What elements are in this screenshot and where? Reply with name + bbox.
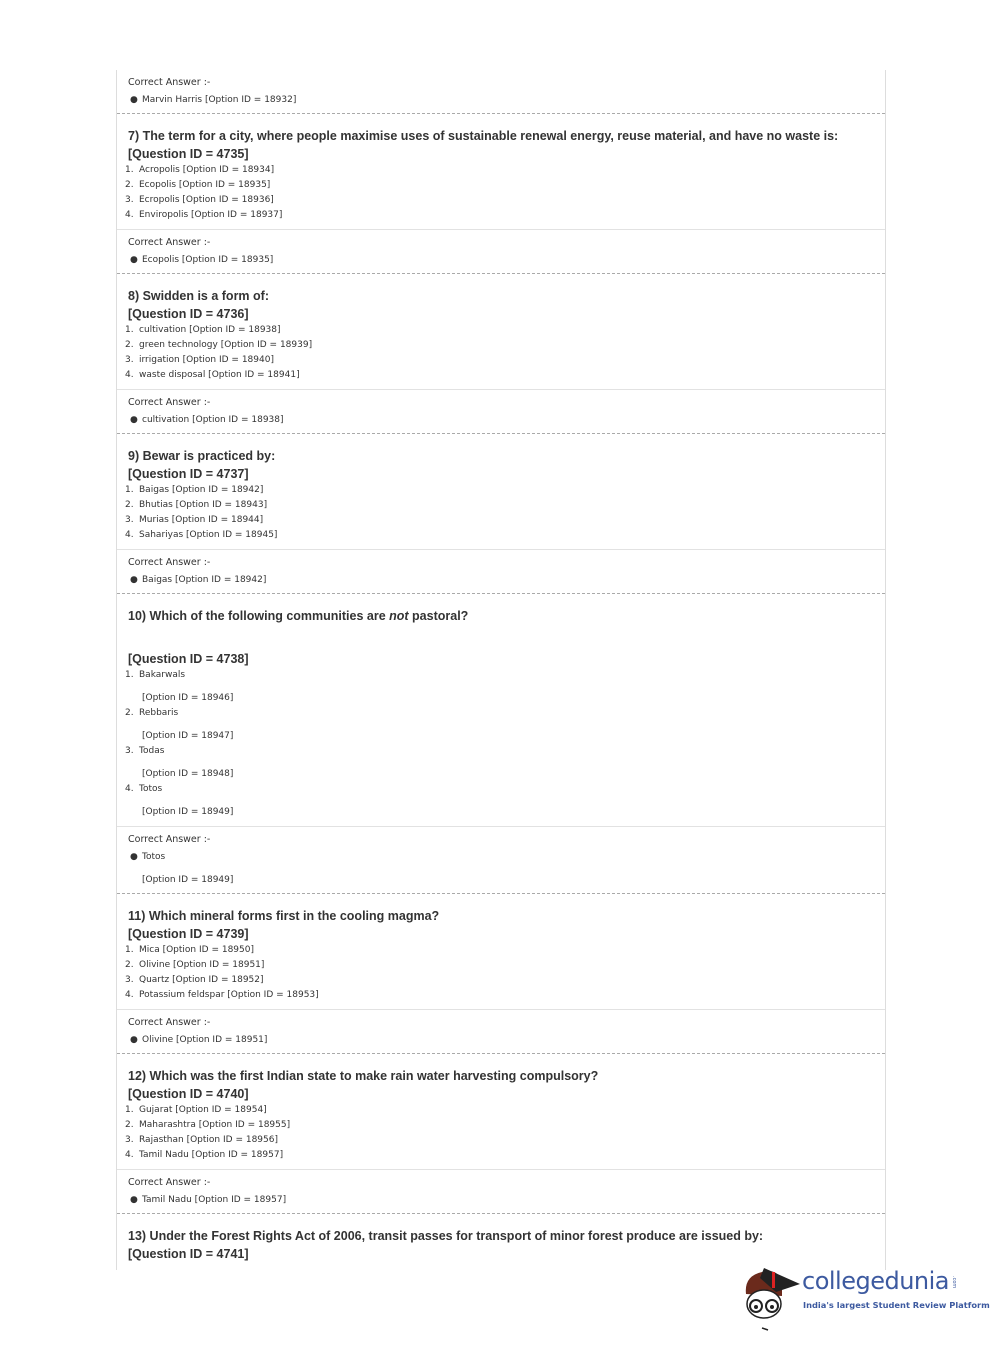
question	[117, 894, 885, 1009]
option-item	[125, 706, 879, 721]
answer-label: Correct Answer :-	[128, 237, 211, 248]
question-id: [Question ID = 4738]	[128, 652, 249, 666]
option-text: Murias [Option ID = 18944]	[139, 515, 264, 525]
option-number: 2.	[125, 960, 134, 970]
option-text: irrigation [Option ID = 18940]	[139, 355, 274, 365]
option-item	[125, 368, 879, 383]
option-text: Ecopolis [Option ID = 18935]	[139, 180, 271, 190]
answer-text: Ecopolis [Option ID = 18935]	[142, 255, 274, 265]
option-number: 1.	[125, 945, 134, 955]
question-id: [Question ID = 4735]	[128, 147, 249, 161]
answer-item	[128, 93, 885, 108]
answer-item	[128, 1033, 885, 1048]
question-13	[117, 1214, 885, 1269]
answer-text: Marvin Harris [Option ID = 18932]	[142, 95, 297, 105]
option-item	[125, 193, 879, 208]
answer-item	[128, 253, 885, 268]
answer-option-id: [Option ID = 18949]	[142, 875, 234, 885]
option-text: Sahariyas [Option ID = 18945]	[139, 530, 278, 540]
answer-text: cultivation [Option ID = 18938]	[142, 415, 284, 425]
answer-block	[117, 550, 885, 593]
bullet-icon: ●	[130, 1195, 138, 1205]
option-number: 4.	[125, 1150, 134, 1160]
question-10	[117, 594, 885, 826]
title-emphasis: not	[389, 609, 409, 623]
option-item	[125, 208, 879, 223]
answer-text: Baigas [Option ID = 18942]	[142, 575, 267, 585]
option-item	[125, 1133, 879, 1148]
option-id: [Option ID = 18948]	[142, 769, 234, 779]
answer-label: Correct Answer :-	[128, 834, 211, 845]
option-text: Maharashtra [Option ID = 18955]	[139, 1120, 291, 1130]
answer-text: Olivine [Option ID = 18951]	[142, 1035, 268, 1045]
bullet-icon: ●	[130, 575, 138, 585]
option-number: 1.	[125, 165, 134, 175]
option-number: 1.	[125, 485, 134, 495]
question-title: 13) Under the Forest Rights Act of 2006, transit passes for transport of minor forest produce are issued by:	[128, 1229, 764, 1243]
option-item	[125, 338, 879, 353]
option-text: Mica [Option ID = 18950]	[139, 945, 254, 955]
option-item	[125, 668, 879, 683]
logo-brand	[802, 1266, 957, 1296]
answer-text: Tamil Nadu [Option ID = 18957]	[142, 1195, 287, 1205]
bullet-icon: ●	[130, 255, 138, 265]
option-text: Gujarat [Option ID = 18954]	[139, 1105, 267, 1115]
option-text: cultivation [Option ID = 18938]	[139, 325, 281, 335]
option-number: 1.	[125, 325, 134, 335]
answer-label: Correct Answer :-	[128, 557, 211, 568]
question-id: [Question ID = 4740]	[128, 1087, 249, 1101]
option-text: Todas	[139, 746, 165, 756]
bullet-icon: ●	[130, 415, 138, 425]
option-item	[125, 498, 879, 513]
question-title: 7) The term for a city, where people maximise uses of sustainable renewal energy, reuse material, and have no waste is:	[128, 129, 839, 143]
answer-item	[128, 573, 885, 588]
answer-item	[128, 413, 885, 428]
option-item	[125, 178, 879, 193]
answer-block	[117, 1170, 885, 1213]
option-text: waste disposal [Option ID = 18941]	[139, 370, 300, 380]
question-title: 9) Bewar is practiced by:	[128, 449, 276, 463]
option-text: Acropolis [Option ID = 18934]	[139, 165, 275, 175]
answer-block	[117, 70, 885, 113]
title-text: 10) Which of the following communities are	[128, 609, 390, 623]
option-item	[125, 782, 879, 797]
option-item	[125, 163, 879, 178]
logo-com: .com	[951, 1276, 958, 1289]
option-id: [Option ID = 18949]	[142, 807, 234, 817]
option-number: 4.	[125, 784, 134, 794]
collegedunia-logo	[742, 1262, 997, 1332]
logo-wordmark: collegedunia	[802, 1267, 950, 1295]
question	[117, 274, 885, 389]
option-text: Rajasthan [Option ID = 18956]	[139, 1135, 278, 1145]
question-id: [Question ID = 4739]	[128, 927, 249, 941]
option-text: Baigas [Option ID = 18942]	[139, 485, 264, 495]
answer-block	[117, 390, 885, 433]
option-item	[125, 353, 879, 368]
answer-text: Totos	[142, 852, 166, 862]
mascot-icon	[742, 1262, 802, 1332]
option-text: Bakarwals	[139, 670, 186, 680]
question-title	[128, 607, 879, 625]
option-number: 3.	[125, 975, 134, 985]
option-number: 4.	[125, 530, 134, 540]
option-number: 1.	[125, 1105, 134, 1115]
option-text: Quartz [Option ID = 18952]	[139, 975, 264, 985]
bullet-icon: ●	[130, 852, 138, 862]
option-text: Olivine [Option ID = 18951]	[139, 960, 265, 970]
answer-block	[117, 230, 885, 273]
answer-label: Correct Answer :-	[128, 1017, 211, 1028]
answer-item	[128, 850, 885, 865]
option-number: 1.	[125, 670, 134, 680]
logo-tagline: India's largest Student Review Platform	[803, 1300, 990, 1310]
question-title: 8) Swidden is a form of:	[128, 289, 269, 303]
option-item	[125, 483, 879, 498]
question-title: 11) Which mineral forms first in the cooling magma?	[128, 909, 440, 923]
title-text: pastoral?	[408, 609, 469, 623]
question-paper	[116, 70, 886, 1270]
question-title: 12) Which was the first Indian state to make rain water harvesting compulsory?	[128, 1069, 599, 1083]
option-number: 2.	[125, 1120, 134, 1130]
option-item	[125, 1148, 879, 1163]
bullet-icon: ●	[130, 1035, 138, 1045]
bullet-icon: ●	[130, 95, 138, 105]
option-number: 3.	[125, 1135, 134, 1145]
option-number: 3.	[125, 355, 134, 365]
option-number: 4.	[125, 990, 134, 1000]
option-text: Tamil Nadu [Option ID = 18957]	[139, 1150, 284, 1160]
question-id: [Question ID = 4737]	[128, 467, 249, 481]
option-item	[125, 744, 879, 759]
answer-item	[128, 1193, 885, 1208]
question-id: [Question ID = 4736]	[128, 307, 249, 321]
option-text: Totos	[139, 784, 163, 794]
option-number: 2.	[125, 500, 134, 510]
option-item	[125, 988, 879, 1003]
option-number: 4.	[125, 210, 134, 220]
option-text: Potassium feldspar [Option ID = 18953]	[139, 990, 319, 1000]
answer-label: Correct Answer :-	[128, 397, 211, 408]
option-number: 2.	[125, 708, 134, 718]
option-item	[125, 528, 879, 543]
option-id: [Option ID = 18947]	[142, 731, 234, 741]
option-number: 2.	[125, 340, 134, 350]
option-item	[125, 323, 879, 338]
option-number: 2.	[125, 180, 134, 190]
option-item	[125, 1103, 879, 1118]
option-text: Rebbaris	[139, 708, 179, 718]
answer-block	[117, 1010, 885, 1053]
answer-block	[117, 827, 885, 893]
option-id: [Option ID = 18946]	[142, 693, 234, 703]
option-text: Bhutias [Option ID = 18943]	[139, 500, 268, 510]
option-number: 4.	[125, 370, 134, 380]
question	[117, 434, 885, 549]
option-number: 3.	[125, 746, 134, 756]
option-item	[125, 973, 879, 988]
option-number: 3.	[125, 515, 134, 525]
answer-label: Correct Answer :-	[128, 77, 211, 88]
question	[117, 114, 885, 229]
option-item	[125, 513, 879, 528]
option-text: Enviropolis [Option ID = 18937]	[139, 210, 283, 220]
option-number: 3.	[125, 195, 134, 205]
option-item	[125, 943, 879, 958]
question-id: [Question ID = 4741]	[128, 1247, 249, 1261]
option-item	[125, 958, 879, 973]
option-text: Ecropolis [Option ID = 18936]	[139, 195, 274, 205]
option-text: green technology [Option ID = 18939]	[139, 340, 313, 350]
option-item	[125, 1118, 879, 1133]
question	[117, 1054, 885, 1169]
answer-label: Correct Answer :-	[128, 1177, 211, 1188]
